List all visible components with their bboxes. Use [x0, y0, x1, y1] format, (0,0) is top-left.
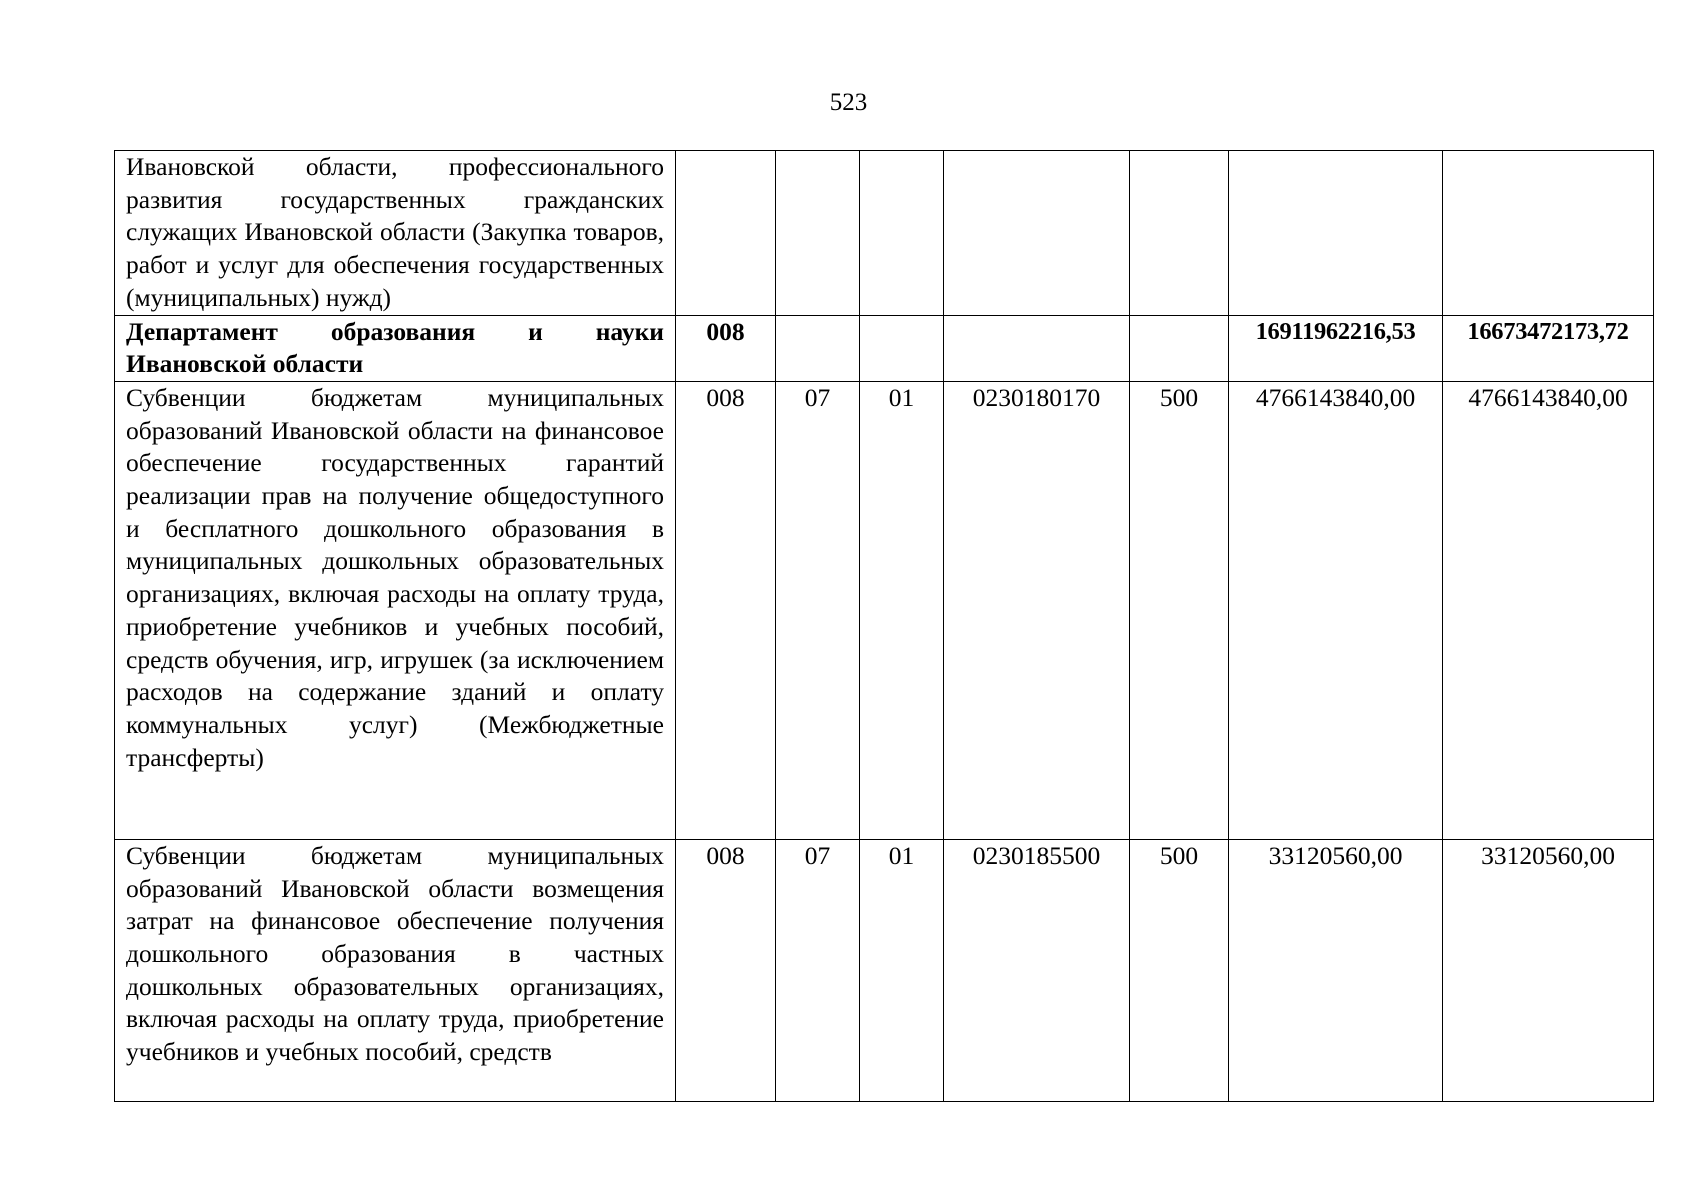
ministry-code: 008 — [676, 381, 776, 839]
amount-year-2: 4766143840,00 — [1443, 381, 1654, 839]
table-row — [115, 839, 1654, 1101]
target-code — [944, 315, 1130, 381]
section-code: 07 — [776, 839, 860, 1101]
target-code: 0230180170 — [944, 381, 1130, 839]
table-row — [115, 315, 1654, 381]
subsection-code: 01 — [860, 381, 944, 839]
page-number: 523 — [829, 89, 868, 116]
target-code — [944, 151, 1130, 316]
budget-table — [114, 150, 1654, 1102]
amount-year-1: 16911962216,53 — [1229, 315, 1443, 381]
table-row — [115, 151, 1654, 316]
row-description: Субвенции бюджетам муниципальных образований Ивановской области возмещения затрат на финансовое обеспечение получения дошкольного образования в частных дошкольных образовательных организациях, включая расходы на оплату труда, приобретение учебников и учебных пособий, средств — [115, 839, 676, 1101]
expense-type-code — [1130, 315, 1229, 381]
expense-type-code: 500 — [1130, 839, 1229, 1101]
section-code — [776, 315, 860, 381]
amount-year-1: 33120560,00 — [1229, 839, 1443, 1101]
ministry-code — [676, 151, 776, 316]
amount-year-2 — [1443, 151, 1654, 316]
amount-year-1 — [1229, 151, 1443, 316]
ministry-code: 008 — [676, 839, 776, 1101]
subsection-code: 01 — [860, 839, 944, 1101]
row-description: Ивановской области, профессионального развития государственных гражданских служащих Ивановской области (Закупка товаров, работ и услуг для обеспечения государственных (муниципальных) нужд) — [115, 151, 676, 316]
amount-year-1: 4766143840,00 — [1229, 381, 1443, 839]
row-description: Субвенции бюджетам муниципальных образований Ивановской области на финансовое обеспечение государственных гарантий реализации прав на получение общедоступного и бесплатного дошкольного образования в муниципальных дошкольных образовательных организациях, включая расходы на оплату труда, приобретение учебников и учебных пособий, средств обучения, игр, игрушек (за исключением расходов на содержание зданий и оплату коммунальных услуг) (Межбюджетные трансферты) — [115, 381, 676, 839]
amount-year-2: 33120560,00 — [1443, 839, 1654, 1101]
target-code: 0230185500 — [944, 839, 1130, 1101]
section-code — [776, 151, 860, 316]
row-description: Департамент образования и науки Ивановской области — [115, 315, 676, 381]
subsection-code — [860, 151, 944, 316]
table-row — [115, 381, 1654, 839]
subsection-code — [860, 315, 944, 381]
section-code: 07 — [776, 381, 860, 839]
expense-type-code — [1130, 151, 1229, 316]
ministry-code: 008 — [676, 315, 776, 381]
amount-year-2: 16673472173,72 — [1443, 315, 1654, 381]
expense-type-code: 500 — [1130, 381, 1229, 839]
